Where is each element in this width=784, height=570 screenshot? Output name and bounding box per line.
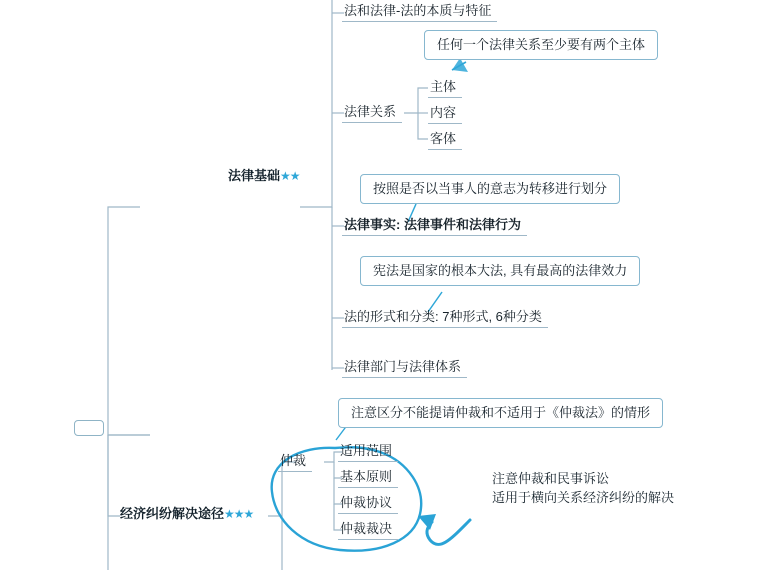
node-legal-relation-object[interactable]: 客体 [428,130,462,150]
branch-economic-dispute-label: 经济纠纷解决途径 [120,506,225,521]
node-legal-relation-content[interactable]: 内容 [428,104,462,124]
node-legal-fact-label: 法律事实: 法律事件和法律行为 [344,217,521,232]
callout-legal-relation-subjects[interactable]: 任何一个法律关系至少要有两个主体 [424,30,658,60]
branch-economic-dispute-stars: ★★★ [224,507,254,521]
node-arbitration-award[interactable]: 仲裁裁决 [338,520,398,540]
node-law-forms-classification[interactable]: 法的形式和分类: 7种形式, 6种分类 [342,308,548,328]
note-line-1: 注意仲裁和民事诉讼 [492,471,610,486]
root-node[interactable] [74,420,104,436]
node-legal-relation-subject[interactable]: 主体 [428,78,462,98]
note-line-2: 适用于横向关系经济纠纷的解决 [492,489,675,505]
branch-legal-basis[interactable] [228,168,300,184]
note-arbitration-vs-civil-litigation [492,470,674,508]
branch-legal-basis-stars: ★★ [280,169,300,183]
node-arbitration-agreement[interactable]: 仲裁协议 [338,494,398,514]
callout-constitution[interactable]: 宪法是国家的根本大法, 具有最高的法律效力 [360,256,640,286]
node-legal-relation[interactable]: 法律关系 [342,103,402,123]
node-law-departments-system[interactable]: 法律部门与法律体系 [342,358,467,378]
node-arbitration-scope[interactable]: 适用范围 [338,442,398,462]
node-law-nature[interactable]: 法和法律-法的本质与特征 [342,2,497,22]
branch-economic-dispute[interactable] [120,506,253,522]
callout-arbitration-exclusions[interactable]: 注意区分不能提请仲裁和不适用于《仲裁法》的情形 [338,398,663,428]
node-arbitration[interactable]: 仲裁 [278,452,312,472]
node-arbitration-principles[interactable]: 基本原则 [338,468,398,488]
branch-legal-basis-label: 法律基础 [228,168,281,183]
callout-will-transfer[interactable]: 按照是否以当事人的意志为转移进行划分 [360,174,620,204]
node-legal-fact[interactable] [342,216,527,236]
